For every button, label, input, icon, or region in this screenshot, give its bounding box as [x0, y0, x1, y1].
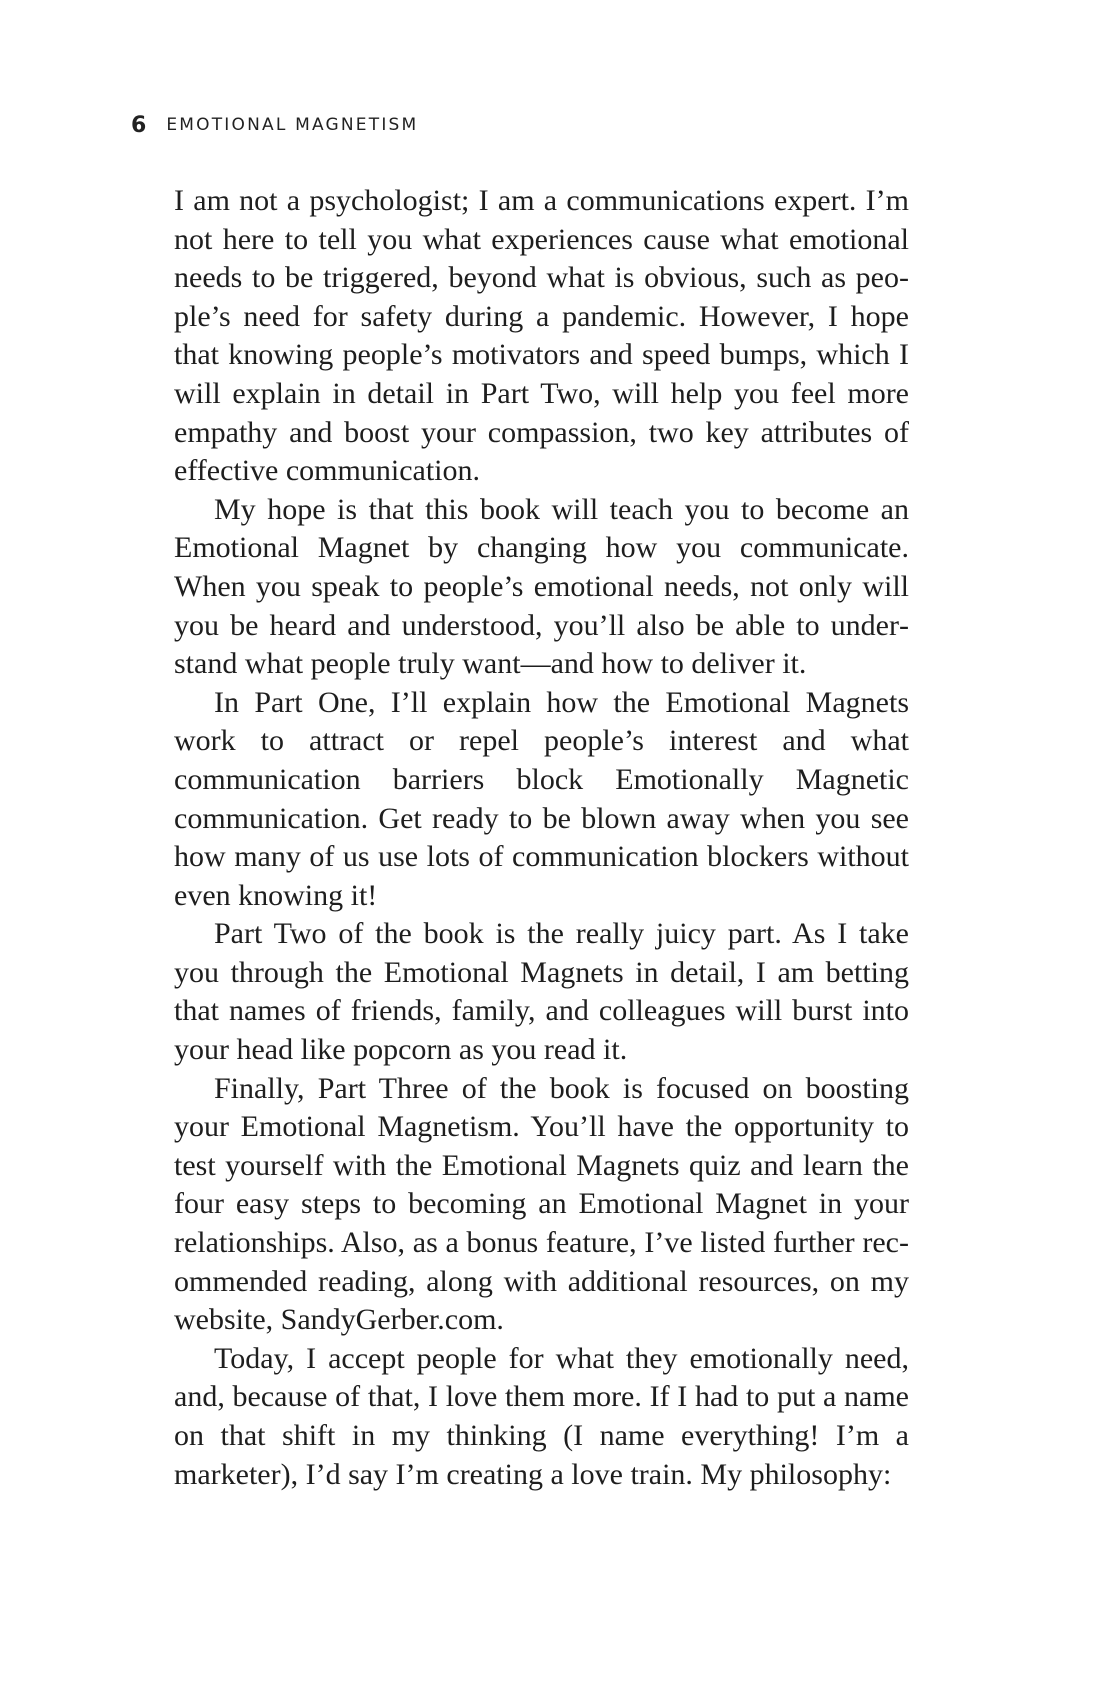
page-number: 6 [131, 112, 147, 138]
body-text [174, 182, 909, 1494]
paragraph-3: In Part One, I’ll explain how the Emotional Magnets work to attract or repel people’s interest and what communication barriers block Emotionally Magnetic communication. Get ready to be blown away when you see how many of us use lots of communication blockers without even knowing it! [174, 685, 909, 912]
paragraph-1: I am not a psychologist; I am a communications expert. I’m not here to tell you what experiences cause what emotional needs to be triggered, beyond what is obvious, such as people’s need for safety during a pandemic. However, I hope that knowing people’s motivators and speed bumps, which I will explain in detail in Part Two, will help you feel more empathy and boost your compassion, two key attributes of effective communication. [174, 184, 909, 488]
running-head [131, 110, 418, 140]
paragraph-6: Today, I accept people for what they emotionally need, and, because of that, I love them more. If I had to put a name on that shift in my thinking (I name everything! I’m a marketer), I’d say I’m creating a love train. My philosophy: [174, 1341, 909, 1491]
running-title: EMOTIONAL MAGNETISM [166, 115, 419, 135]
paragraph-5: Finally, Part Three of the book is focused on boosting your Emotional Magnetism. You’ll have the opportunity to test yourself with the Emotional Magnets quiz and learn the four easy steps to becoming an Emotional Magnet in your relationships. Also, as a bonus feature, I’ve listed further recommended reading, along with additional resources, on my website, SandyGerber.com. [174, 1071, 909, 1337]
paragraph-2: My hope is that this book will teach you to become an Emotional Magnet by changing how you communicate. When you speak to people’s emotional needs, not only will you be heard and understood, you’ll also be able to understand what people truly want—and how to deliver it. [174, 492, 909, 681]
paragraph-4: Part Two of the book is the really juicy part. As I take you through the Emotional Magnets in detail, I am betting that names of friends, family, and colleagues will burst into your head like popcorn as you read it. [174, 917, 909, 1067]
